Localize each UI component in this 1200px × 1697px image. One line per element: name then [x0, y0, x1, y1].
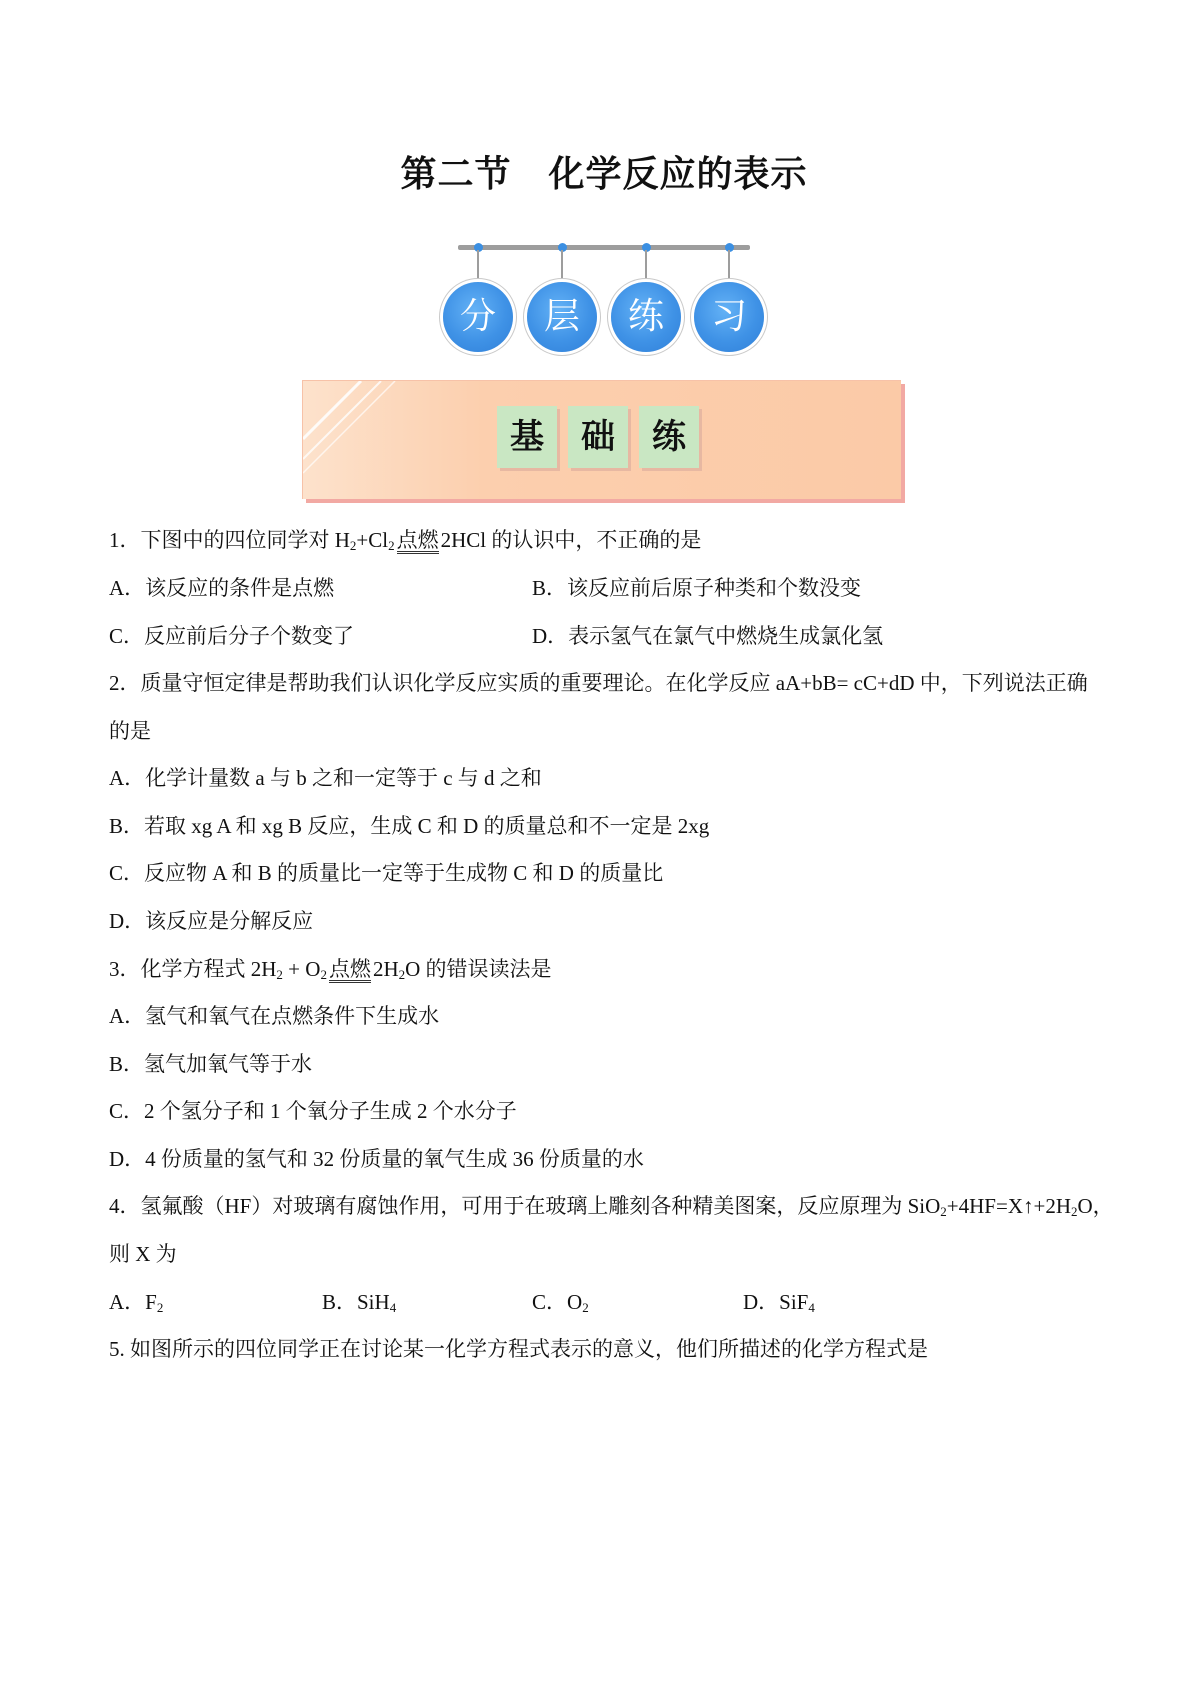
hanging-string: [645, 250, 647, 284]
question-4-stem: [109, 1191, 1114, 1221]
question-1-option-d: D．表示氢气在氯气中燃烧生成氯化氢: [532, 624, 884, 648]
question-3-stem: [109, 954, 552, 984]
stem-text: 2HCl 的认识中，不正确的是: [440, 528, 702, 552]
question-2-option-d: D．该反应是分解反应: [109, 909, 314, 933]
subscript: 2: [388, 538, 395, 553]
subscript: 2: [582, 1300, 589, 1315]
subscript: 4: [389, 1300, 397, 1315]
question-2-stem-cont: 的是: [109, 719, 151, 743]
question-2-stem: 2．质量守恒定律是帮助我们认识化学反应实质的重要理论。在化学反应 aA+bB= cC+dD 中，下列说法正确: [109, 671, 1088, 695]
section-char: 础: [568, 406, 628, 468]
hanging-string: [561, 250, 563, 284]
badge-char: 习: [694, 282, 764, 352]
reaction-condition: 点燃: [396, 528, 439, 552]
question-4-option-c: [532, 1287, 589, 1317]
stem-text: 1．下图中的四位同学对 H: [109, 528, 350, 552]
stem-text: +4HF=X↑+2H: [946, 1194, 1071, 1218]
subscript: 2: [349, 538, 357, 553]
stem-text: O，: [1077, 1194, 1114, 1218]
option-text: D．SiF: [743, 1290, 809, 1314]
subscript: 2: [276, 967, 283, 982]
stem-text: O 的错误读法是: [405, 957, 552, 981]
question-3-option-b: B．氢气加氧气等于水: [109, 1052, 313, 1076]
option-text: C．O: [532, 1290, 583, 1314]
subscript: 2: [320, 967, 327, 982]
option-text: B．SiH: [322, 1290, 390, 1314]
subscript: 2: [1071, 1204, 1078, 1219]
question-1-option-b: B．该反应前后原子种类和个数没变: [532, 576, 862, 600]
hanging-string: [728, 250, 730, 284]
stem-text: 2H: [372, 957, 399, 981]
question-1-stem: [109, 525, 701, 555]
question-3-option-a: A．氢气和氧气在点燃条件下生成水: [109, 1004, 440, 1028]
section-banner: [302, 380, 901, 499]
question-2-option-b: B．若取 xg A 和 xg B 反应，生成 C 和 D 的质量总和不一定是 2xg: [109, 814, 710, 838]
hanging-bar: [458, 245, 750, 250]
badge-char: 层: [527, 282, 597, 352]
stem-text: + O: [282, 957, 321, 981]
reaction-condition: 点燃: [328, 957, 371, 981]
question-3-option-d: D．4 份质量的氢气和 32 份质量的氧气生成 36 份质量的水: [109, 1147, 644, 1171]
subscript: 2: [156, 1300, 164, 1315]
hanging-string: [477, 250, 479, 284]
question-3-option-c: C．2 个氢分子和 1 个氧分子生成 2 个水分子: [109, 1099, 517, 1123]
question-4-stem-cont: 则 X 为: [109, 1242, 177, 1266]
page-title: 第二节 化学反应的表示: [400, 154, 808, 195]
section-char: 练: [639, 406, 699, 468]
question-2-option-c: C．反应物 A 和 B 的质量比一定等于生成物 C 和 D 的质量比: [109, 861, 664, 885]
subscript: 2: [940, 1204, 947, 1219]
badge-char: 分: [443, 282, 513, 352]
section-char: 基: [497, 406, 557, 468]
question-4-option-b: [322, 1287, 396, 1317]
question-2-option-a: A．化学计量数 a 与 b 之和一定等于 c 与 d 之和: [109, 766, 542, 790]
stem-text: 4．氢氟酸（HF）对玻璃有腐蚀作用，可用于在玻璃上雕刻各种精美图案，反应原理为 SiO: [109, 1194, 941, 1218]
question-5-stem: 5. 如图所示的四位同学正在讨论某一化学方程式表示的意义，他们所描述的化学方程式是: [109, 1337, 928, 1361]
question-1-option-a: A．该反应的条件是点燃: [109, 576, 335, 600]
stem-text: +Cl: [356, 528, 389, 552]
question-1-option-c: C．反应前后分子个数变了: [109, 624, 355, 648]
badge-char: 练: [611, 282, 681, 352]
banner-decoration: [303, 381, 423, 499]
subscript: 2: [398, 967, 406, 982]
subscript: 4: [808, 1300, 815, 1315]
option-text: A．F: [109, 1290, 157, 1314]
stem-text: 3．化学方程式 2H: [109, 957, 277, 981]
question-4-option-a: [109, 1287, 163, 1317]
question-4-option-d: [743, 1287, 815, 1317]
